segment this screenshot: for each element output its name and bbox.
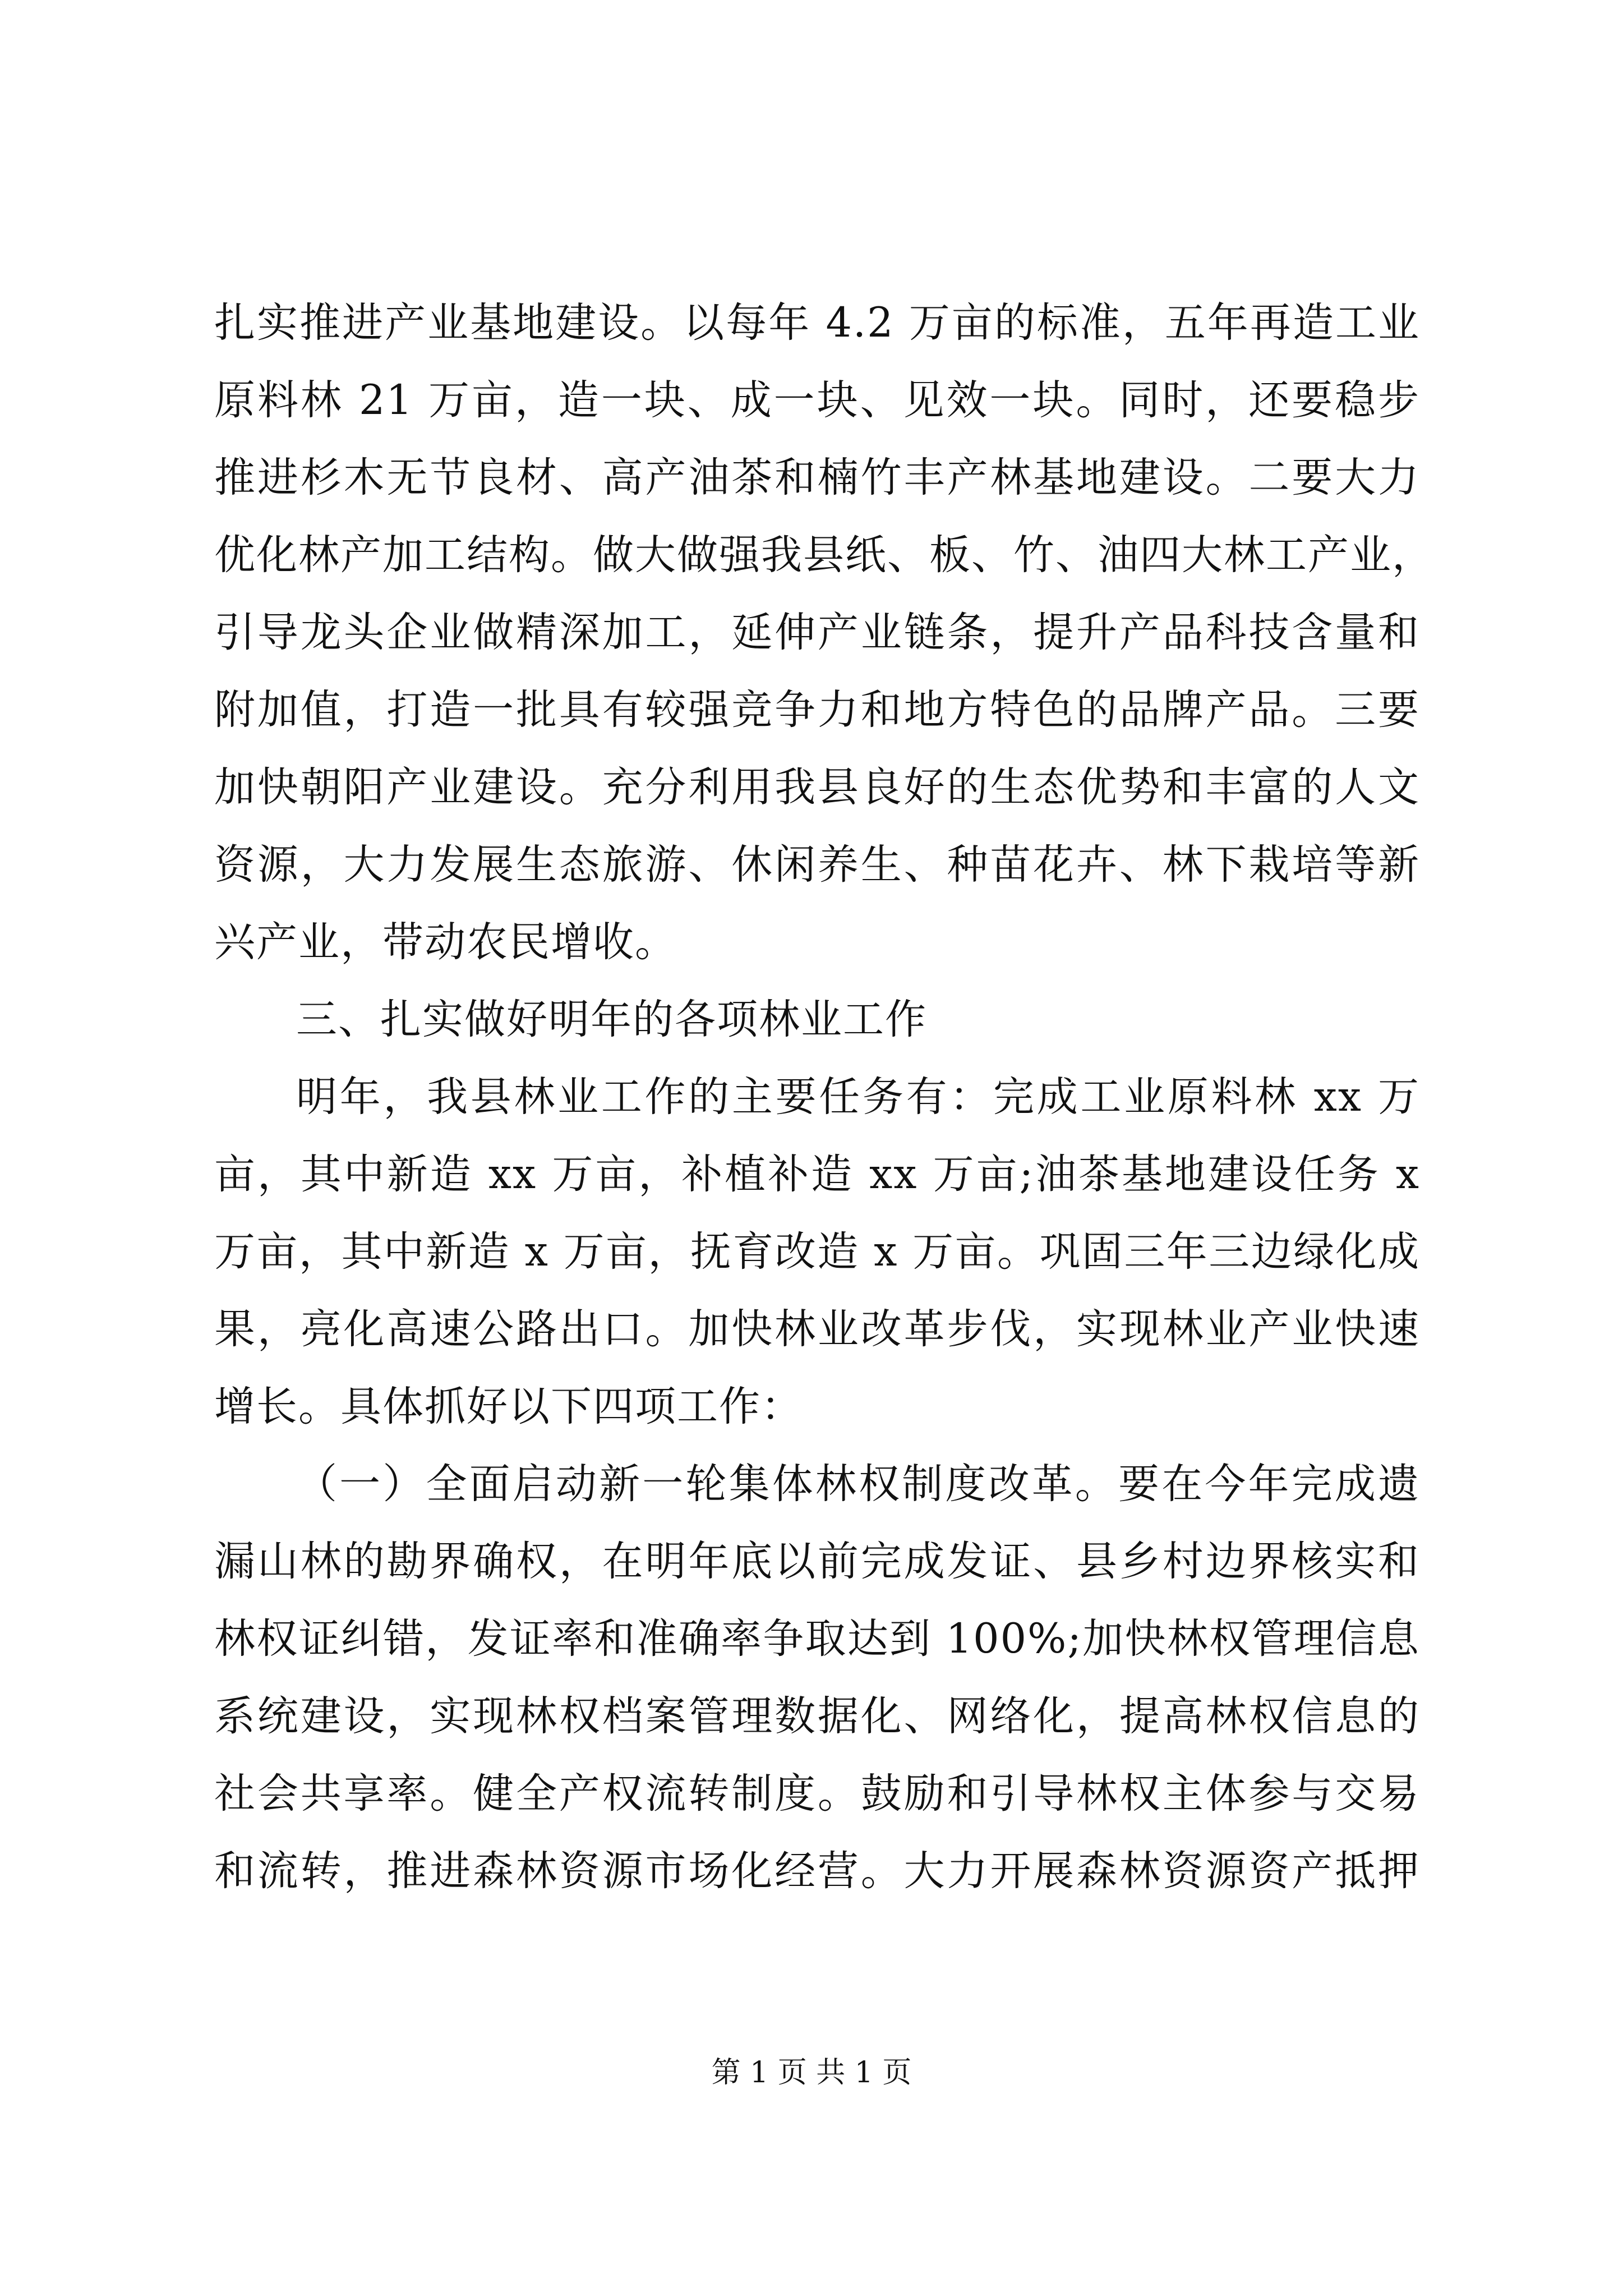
- body-text-line: 亩，其中新造 xx 万亩，补植补造 xx 万亩;油茶基地建设任务 x: [214, 1151, 1420, 1198]
- body-text-line: 推进杉木无节良材、高产油茶和楠竹丰产林基地建设。二要大力: [214, 454, 1420, 501]
- body-text-line: 和流转，推进森林资源市场化经营。大力开展森林资源资产抵押: [214, 1847, 1420, 1895]
- body-text-line: 资源，大力发展生态旅游、休闲养生、种苗花卉、林下栽培等新: [214, 841, 1420, 889]
- body-text-line: 社会共享率。健全产权流转制度。鼓励和引导林权主体参与交易: [214, 1770, 1420, 1818]
- body-text-line: 漏山林的勘界确权，在明年底以前完成发证、县乡村边界核实和: [214, 1538, 1420, 1585]
- body-text-line: 果，亮化高速公路出口。加快林业改革步伐，实现林业产业快速: [214, 1305, 1420, 1353]
- subsection-heading-line: （一）全面启动新一轮集体林权制度改革。要在今年完成遗: [296, 1460, 1420, 1508]
- section-heading: 三、扎实做好明年的各项林业工作: [296, 996, 927, 1043]
- body-text-line: 扎实推进产业基地建设。以每年 4.2 万亩的标准，五年再造工业: [214, 299, 1420, 347]
- body-text-line: 兴产业，带动农民增收。: [214, 918, 677, 966]
- body-text-line: 系统建设，实现林权档案管理数据化、网络化，提高林权信息的: [214, 1692, 1420, 1740]
- body-text-line: 加快朝阳产业建设。充分利用我县良好的生态优势和丰富的人文: [214, 763, 1420, 811]
- body-text-line: 原料林 21 万亩，造一块、成一块、见效一块。同时，还要稳步: [214, 376, 1420, 424]
- body-text-line: 引导龙头企业做精深加工，延伸产业链条，提升产品科技含量和: [214, 609, 1420, 656]
- body-text-line: 明年，我县林业工作的主要任务有：完成工业原料林 xx 万: [296, 1073, 1420, 1121]
- body-text-line: 优化林产加工结构。做大做强我县纸、板、竹、油四大林工产业，: [214, 531, 1434, 579]
- page-footer: 第 1 页 共 1 页: [711, 2056, 912, 2090]
- body-text-line: 林权证纠错，发证率和准确率争取达到 100%;加快林权管理信息: [214, 1615, 1420, 1663]
- body-text-line: 增长。具体抓好以下四项工作：: [214, 1383, 803, 1430]
- body-text-line: 万亩，其中新造 x 万亩，抚育改造 x 万亩。巩固三年三边绿化成: [214, 1228, 1420, 1276]
- body-text-line: 附加值，打造一批具有较强竞争力和地方特色的品牌产品。三要: [214, 686, 1420, 734]
